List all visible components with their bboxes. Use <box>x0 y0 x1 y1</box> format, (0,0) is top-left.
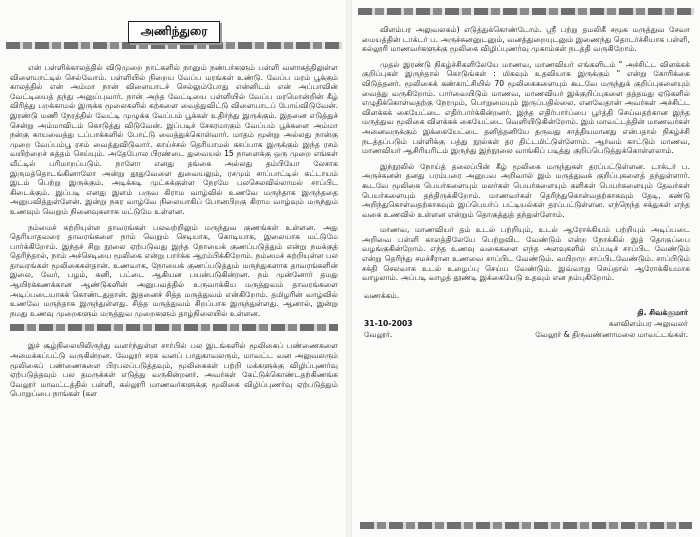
paragraph: முதல் இரண்டு நிகழ்ச்சிகளிலேயே மாணவ, மாணவியர் எங்களிடம் " அச்சிட்ட விளக்கக் குறிப்புகள் இருந்தால் கொடுங்கள் : மிகவும் உதவியாக இருக்கும் " என்று கோரிக்கை விடுத்தனர். மூலிகைக் கண்காட்சியில் 70 மூலிகைகளையும் கூடவே மருந்துக் குறிப்புகளையும் வைத்து வருகிறோம். பார்வையிடும் மாணவ, மாணவியர் இக்குறிப்புகளை தத்தமது ஏடுகளில் எழுதிக்கொள்வதற்கு நேரமும், பொறுமையும் இருப்பதில்லை. எனவேதான் அவர்கள் அச்சிட்ட விளக்கக் கையேட்டை எதிர்பார்க்கின்றனர். இந்த எதிர்பார்ப்பை பூர்த்தி செய்வதற்கான இந்த மருத்துவ மூலிகை விளக்கக் கையேட்டை வெளியிடுகின்றோம். இம் மாவட்டத்தின் மாணவர்கள் அனைவருக்கும் இக்கையேட்டை தனித்தனியே தருவது சாத்தியமானது என்பதால் நிகழ்ச்சி நடத்தப்படும் பள்ளிக்கு பத்து நூல்கள் தர திட்டமிட்டுள்ளோம். ஆர்வம் காட்டும் மாணவ, மாணவியர் ஆசிரியரிடம் இருந்து இந்நூலை வாங்கிப் படித்து குறிப்பெடுத்துக்கொள்ளலாம். <box>362 59 690 156</box>
paragraph: மாணவ, மாணவியர் தம் உடல் பற்றியும், உடல் ஆரோக்கியம் பற்றியும் அடிப்படை அறிவை பள்ளி காலத்திலேயே பெற்றுவிட வேண்டும் என்ற நோக்கில் இத் தொகுப்பை வழங்குகின்றோம். எந்த உணவு வகைகளை எந்த அளவுகளில் எப்படிச் சாப்பிட வேண்டும் என்று தெரிந்து சமச்சீரான உணவை சாப்பிட வேண்டும். வயிறாற சாப்பிடவேண்டும். சாப்பிடும் சக்தி செலவாக உடல் உழைப்பு செய்ய வேண்டும். இவ்வாறு செய்தால் ஆரோக்கியமாக வாழலாம். அப்படி வாழத் தூண்டி இக்கையேடு உதவும் என நம்புகிறோம். <box>362 225 690 283</box>
paragraph: விளம்பர அலுவலகம்) எடுத்துக்கொண்டோம். ஸ்ரீ பற்று தமலிகீ சமூக மருத்துவ சேவா மையத்தின் டாக்டர் ப. அருச்சுனனுடனும், வனத்துறையுடனும் இணைந்து தொடர்ச்சியாக பள்ளி, கல்லூரி மாணவர்களுக்கு மூலிகை விழிப்புணர்வு முகாம்கள் நடத்தி வருகிறோம். <box>362 25 690 54</box>
decorative-bar <box>10 324 338 331</box>
signatory-office: வேலூர் & திருவண்ணாமலை மாவட்டங்கள். <box>535 329 688 339</box>
paragraph: இச் சூழ்நிலையிலிருந்து வளர்ந்துள்ள சார்பில் பல இடங்களில் மூலிகைப் பண்ணைகளை அமைக்கப்பட்டு வருகின்றன. வேலூர் சரக வனப் பாதுகாவலரும், மாவட்ட வன அலுவலரும் மூலிகைப் பண்ணைகளை பிரபலப்படுத்தவும், மூலிகைகள் பற்றி மக்களுக்கு விழிப்புணர்வு ஏற்படுத்தவும் பல தமருக்கள் எடுத்து வருகின்றனர். அவர்கள் கேட்டுக்கொண்டதற்கிணங்க வேலூர் மாவட்டத்தில் பள்ளி, கல்லூரி மாணவர்களுக்கு மூலிகை விழிப்புணர்வு ஏற்படுத்தும் பொறுப்பை நாங்கள் (கள <box>10 341 338 399</box>
title-area <box>4 20 344 43</box>
left-column <box>4 6 344 531</box>
paragraph: என் பள்ளிக்காலத்தில் விடுமுறை நாட்களில் நானும் நண்பர்களும் பள்ளி வளாகத்திலுள்ள விளையாட்டில் செல்வோம். பள்ளியில் நிறைய வேப்ப மரங்கள் உண்டு. வேப்ப மரம் பூக்கும் காலத்தில் என் அம்மா நான் விளையாடச் செல்லும்போது என்னிடம் என் அப்பாவின் வேட்டியைத் தந்து அனுப்புவார். நான் அந்த வேட்டியை பள்ளியில் வேப்ப மரமொன்றின் கீழ் விரித்து பறக்காமல் இருக்க மூலைகளில் கற்களை வைத்துவிட்டு விளையாடப் போய்விடுவேன். இரண்டு மணி நேரத்தில் வேட்டி முழுக்க வேப்பம் பூக்கள் உதிர்ந்து இருக்கும். இதனை எடுத்துச் சென்று அம்மாவிடம் கொடுத்து விடுவேன். இப்படிச் சேகரமாகும் வேப்பம் பூக்களை அம்மா நன்கு காயவைத்து டப்பாக்களில் போட்டு வைத்துக்கொள்வார். மாதம் மூன்று அல்லது நான்கு முறை வேப்பம்பூ ரசம் வைத்துவிடுவார். காய்ச்சல் தெரியாமல் கசப்பாக இருக்கும் இந்த ரசம் வயிற்றைச் சுத்தம் செய்யும். அதேபோல பிரண்டை துவையல் 15 நாளைக்கு ஒரு முறை எங்கள் வீட்டில் பரிமாறப்படும். நாளோ எனது தங்கை அல்லது தம்பியோ லேசாக இருமத்தொடங்கினாலோ அன்று தூதுவேளை துவையலும், ரசமும் சாப்பாட்டில் கட்டாயம் இடம் பெற்று இருக்கும். அடிக்கடி முட்சுக்குள்ள நேரமே பலசெலவில்லாமல் சாப்பிட கிடைக்கும். இப்படி எனது இளம் பருவ கிராம வாழ்வில் உணவே மருந்தாக இருந்ததை அனுபவித்துள்ளேன். இன்று நகர வாழ்வே நிலையாகிப் போனபிறகு கிராம வாழ்வும் மருந்தும் உணவும் வெறும் நினைவுகளாக மட்டுமே உள்ளன. <box>10 63 338 216</box>
date: 31-10-2003 <box>364 318 413 328</box>
signatory-name: தி. சிவக்குமார் <box>637 307 688 317</box>
decorative-bar <box>360 522 692 529</box>
page-gutter <box>346 0 352 537</box>
signature-block <box>356 307 696 340</box>
place: வேலூர். <box>364 329 393 339</box>
paragraph: நம்மைச் சுற்றியுள்ள தாவரங்கள் பலவற்றிலும் மருந்துவ குணங்கள் உள்ளன. அது தெரியாதவரை தாவரங்களை நாம் வெறும் செடியாக, கொடியாக, இலையாக மட்டுமே பார்க்கிறோம். இந்தச் சிறு நூலை ஏற்படுவது இந்த நோயைக் குணப்படுத்தும் என்று நமக்குத் தெரிந்தால், நாம் அச்செடியை மூலிகை என்று பார்க்க ஆரம்பிக்கிறோம். நம்மைச் சுற்றியுள்ள பல தாவரங்கள் மூலிகைகள்தான். உணவாக, நோயைக் குணப்படுத்தும் மருந்துகளாக தாவரங்களின் இலை, வேர், பழம், கனி, பட்டை ஆகியன பயன்படுகின்றன. நம் முன்னோர் தமது ஆயிரக்கணக்கான ஆண்டுகளின் அனுபவத்தில் உருவாக்கிய மருத்துவம் தாவரங்களை அடிப்படையாகக் கொண்டதுதான். இதனைச் சித்த மருத்துவம் என்கிறோம். தமிழரின் வாழ்வில் உணவே மருந்தாக இருந்துள்ளது. சித்த மருத்துவம் சிறப்பாக இருந்துள்ளது. ஆனால், இன்று நமது உணவு முறைகளும் மருத்துவ முறைகளும் தாழ்நிலையில் உள்ளன. <box>10 222 338 318</box>
left-text <box>4 63 344 399</box>
decorative-bar <box>6 42 342 49</box>
decorative-bar <box>358 8 694 15</box>
right-text <box>356 25 696 283</box>
paragraph: இந்நூலில் நோய்த் தலைப்பின் கீழ் மூலிகை மருந்துகள் தரப்பட்டுள்ளன. டாக்டர் ப. அருச்சுனன் தனது பரம்பரை அனுபவ அறிவால் இம் மருத்துவக் குறிப்புகளைத் தந்துள்ளார். கூடவே மூலிகை பெயர்களையும் மலர்கள் பெயர்களையும் களிகள் பெயர்களையும் தேவர்கள் பெயர்களையும் தந்திருக்கிறோம். மாணவர்கள் தெரிந்துகொள்வதற்காகவும் தேடி, கண்டு அறிந்துகொள்வதற்காகவும் இப்பெயர்ப் பட்டியல்கள் தரப்பட்டுள்ளன. எந்நெந்த சக்துகள் எந்த வகை உணவில் உள்ளன என்றும் தொகுத்துத் தந்துள்ளோம். <box>362 161 690 219</box>
signatory-designation: களவிளம்பர அலுவலர் <box>608 318 688 328</box>
page-title: அணிந்துரை <box>128 21 221 43</box>
right-column <box>356 6 696 531</box>
greeting: வணக்கம். <box>364 290 400 300</box>
